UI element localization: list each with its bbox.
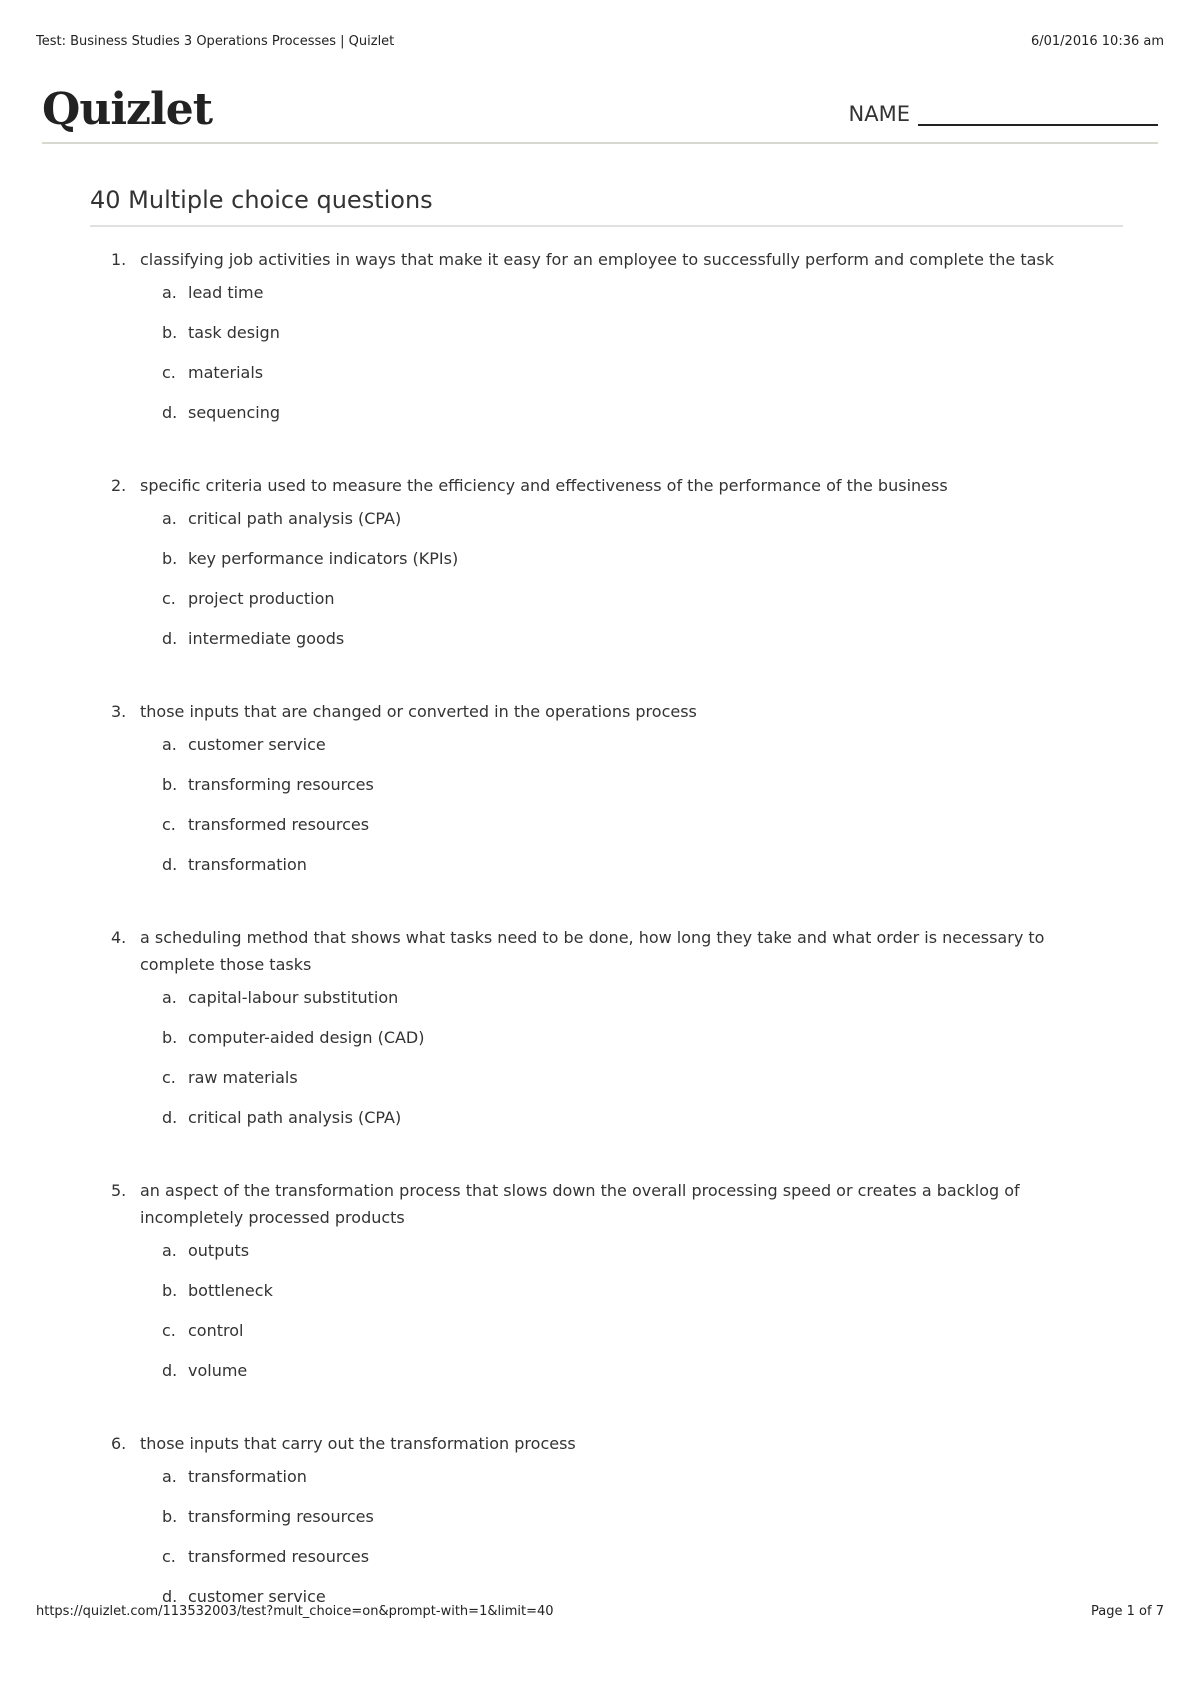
question-text: classifying job activities in ways that make it easy for an employee to successfully perform and complete the task	[140, 250, 1055, 269]
question-number: 5.	[111, 1181, 127, 1200]
option-letter: b.	[162, 1281, 178, 1300]
option-letter: a.	[162, 735, 177, 754]
question-text: those inputs that carry out the transformation process	[140, 1434, 576, 1453]
answer-options	[140, 1463, 1090, 1623]
option-letter: d.	[162, 1361, 178, 1380]
option-text: transformation	[188, 855, 307, 874]
answer-option	[140, 771, 1090, 811]
option-text: critical path analysis (CPA)	[188, 509, 402, 528]
option-text: intermediate goods	[188, 629, 345, 648]
option-text: transformed resources	[188, 1547, 370, 1566]
option-letter: d.	[162, 1587, 178, 1606]
option-text: transformation	[188, 1467, 307, 1486]
option-text: materials	[188, 363, 264, 382]
print-footer	[36, 1604, 1164, 1624]
option-text: control	[188, 1321, 244, 1340]
answer-option	[140, 399, 1090, 439]
option-letter: a.	[162, 1467, 177, 1486]
answer-option	[140, 505, 1090, 545]
answer-option	[140, 1503, 1090, 1543]
option-letter: a.	[162, 988, 177, 1007]
question-item	[90, 246, 1090, 439]
option-text: lead time	[188, 283, 264, 302]
answer-option	[140, 279, 1090, 319]
answer-option	[140, 811, 1090, 851]
option-text: task design	[188, 323, 280, 342]
option-letter: c.	[162, 815, 176, 834]
option-letter: c.	[162, 1321, 176, 1340]
option-text: transforming resources	[188, 1507, 374, 1526]
option-text: customer service	[188, 1587, 326, 1606]
answer-options	[140, 279, 1090, 439]
section-title: 40 Multiple choice questions	[90, 186, 433, 214]
option-text: project production	[188, 589, 335, 608]
answer-option	[140, 1357, 1090, 1397]
answer-option	[140, 1064, 1090, 1104]
option-letter: b.	[162, 549, 178, 568]
option-text: bottleneck	[188, 1281, 273, 1300]
answer-option	[140, 359, 1090, 399]
option-text: customer service	[188, 735, 326, 754]
question-text: specific criteria used to measure the efficiency and effectiveness of the performance of the business	[140, 476, 948, 495]
question-number: 6.	[111, 1434, 127, 1453]
answer-options	[140, 1237, 1090, 1397]
header-divider	[42, 142, 1158, 144]
option-letter: c.	[162, 1547, 176, 1566]
option-letter: d.	[162, 1108, 178, 1127]
answer-option	[140, 545, 1090, 585]
option-text: sequencing	[188, 403, 280, 422]
answer-option	[140, 851, 1090, 891]
answer-option	[140, 1024, 1090, 1064]
option-letter: b.	[162, 1028, 178, 1047]
answer-option	[140, 625, 1090, 665]
option-text: computer-aided design (CAD)	[188, 1028, 425, 1047]
option-letter: a.	[162, 1241, 177, 1260]
option-letter: c.	[162, 363, 176, 382]
question-text: an aspect of the transformation process that slows down the overall processing speed or creates a backlog of incompletely processed products	[140, 1181, 1020, 1227]
option-text: transformed resources	[188, 815, 370, 834]
option-letter: b.	[162, 323, 178, 342]
option-letter: d.	[162, 629, 178, 648]
question-text: those inputs that are changed or converted in the operations process	[140, 702, 697, 721]
section-divider	[90, 225, 1123, 227]
option-text: volume	[188, 1361, 248, 1380]
option-letter: a.	[162, 283, 177, 302]
answer-option	[140, 984, 1090, 1024]
answer-option	[140, 1317, 1090, 1357]
answer-option	[140, 1463, 1090, 1503]
print-footer-page: Page 1 of 7	[1091, 1604, 1164, 1619]
option-letter: d.	[162, 855, 178, 874]
answer-options	[140, 731, 1090, 891]
print-footer-url: https://quizlet.com/113532003/test?mult_choice=on&prompt-with=1&limit=40	[36, 1604, 554, 1619]
option-text: raw materials	[188, 1068, 298, 1087]
brand-row	[42, 84, 1158, 144]
option-text: capital-labour substitution	[188, 988, 399, 1007]
answer-option	[140, 1277, 1090, 1317]
name-field	[849, 102, 1158, 126]
question-number: 3.	[111, 702, 127, 721]
print-header	[36, 34, 1164, 54]
question-number: 1.	[111, 250, 127, 269]
answer-option	[140, 319, 1090, 359]
question-item	[90, 472, 1090, 665]
option-text: transforming resources	[188, 775, 374, 794]
option-letter: d.	[162, 403, 178, 422]
option-letter: b.	[162, 775, 178, 794]
name-blank-line	[918, 102, 1158, 126]
answer-option	[140, 1237, 1090, 1277]
print-header-date: 6/01/2016 10:36 am	[1030, 34, 1164, 49]
option-text: key performance indicators (KPIs)	[188, 549, 459, 568]
answer-option	[140, 1104, 1090, 1144]
question-item	[90, 924, 1090, 1144]
option-text: critical path analysis (CPA)	[188, 1108, 402, 1127]
question-item	[90, 698, 1090, 891]
option-letter: c.	[162, 1068, 176, 1087]
question-number: 2.	[111, 476, 127, 495]
question-item	[90, 1430, 1090, 1623]
answer-option	[140, 1543, 1090, 1583]
answer-option	[140, 731, 1090, 771]
question-list	[90, 246, 1090, 1656]
print-header-title: Test: Business Studies 3 Operations Processes | Quizlet	[36, 34, 395, 49]
question-text: a scheduling method that shows what tasks need to be done, how long they take and what order is necessary to complete those tasks	[140, 928, 1045, 974]
question-number: 4.	[111, 928, 127, 947]
answer-options	[140, 984, 1090, 1144]
option-letter: a.	[162, 509, 177, 528]
answer-options	[140, 505, 1090, 665]
question-item	[90, 1177, 1090, 1397]
option-letter: b.	[162, 1507, 178, 1526]
name-label: NAME	[848, 102, 910, 126]
option-letter: c.	[162, 589, 176, 608]
answer-option	[140, 585, 1090, 625]
quizlet-logo: Quizlet	[42, 84, 213, 135]
option-text: outputs	[188, 1241, 250, 1260]
